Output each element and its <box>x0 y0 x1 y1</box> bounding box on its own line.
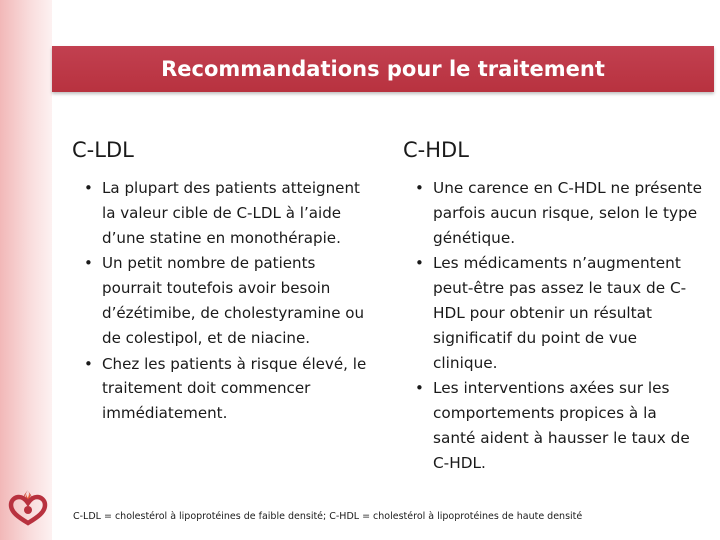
heart-flame-logo-icon <box>8 487 48 527</box>
bullet-dot-icon: • <box>415 379 424 398</box>
ldl-column <box>72 138 372 427</box>
bullet-text: La plupart des patients atteignent la valeur cible de C-LDL à l’aide d’une statine en monothérapie. <box>102 179 360 247</box>
bullet-text: Une carence en C-HDL ne présente parfois aucun risque, selon le type génétique. <box>433 179 703 247</box>
left-decorative-band <box>0 0 52 540</box>
bullet-text: Les médicaments n’augmentent peut-être pas assez le taux de C-HDL pour obtenir un résultat significatif du point de vue clinique. <box>433 254 687 372</box>
list-item <box>84 352 372 426</box>
list-item <box>415 376 703 475</box>
bullet-text: Les interventions axées sur les comportements propices à la santé aident à hausser le taux de C-HDL. <box>433 379 690 472</box>
bullet-dot-icon: • <box>415 179 424 197</box>
slide-title: Recommandations pour le traitement <box>161 57 605 81</box>
list-item <box>415 251 703 375</box>
bullet-dot-icon: • <box>84 254 93 273</box>
title-bar <box>52 46 714 92</box>
list-item <box>84 176 372 250</box>
bullet-dot-icon: • <box>84 179 93 197</box>
bullet-text: Un petit nombre de patients pourrait toutefois avoir besoin d’ézétimibe, de cholestyramine ou de colestipol, et de niacine. <box>102 254 365 347</box>
hdl-bullet-list <box>403 176 703 476</box>
hdl-heading: C-HDL <box>403 138 469 162</box>
hdl-column <box>403 138 703 477</box>
bullet-text: Chez les patients à risque élevé, le traitement doit commencer immédiatement. <box>102 354 367 423</box>
bullet-dot-icon: • <box>84 354 93 373</box>
ldl-heading: C-LDL <box>72 138 134 162</box>
footnote: C-LDL = cholestérol à lipoprotéines de faible densité; C-HDL = cholestérol à lipoprotéines de haute densité <box>73 511 583 522</box>
list-item <box>84 251 372 350</box>
list-item <box>415 176 703 250</box>
ldl-bullet-list <box>72 176 372 426</box>
bullet-dot-icon: • <box>415 254 424 273</box>
